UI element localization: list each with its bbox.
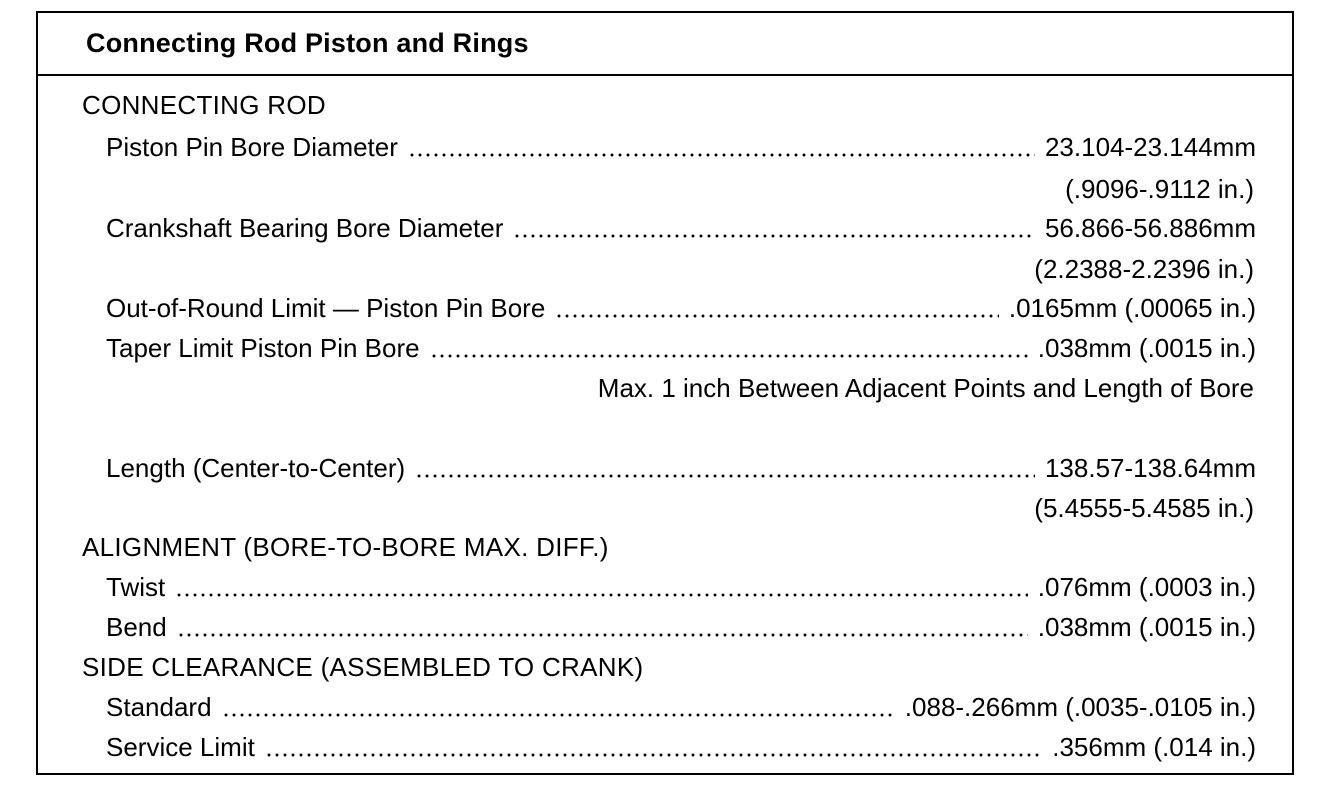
- spec-subvalue: (2.2388-2.2396 in.): [1034, 254, 1254, 284]
- spec-label: Twist: [106, 572, 166, 602]
- spec-value: .038mm (.0015 in.): [1037, 333, 1256, 363]
- spec-label: Piston Pin Bore Diameter: [106, 132, 398, 162]
- spec-row-crankshaft-bearing-bore-diameter: [106, 210, 1256, 246]
- dot-leader: [175, 591, 1028, 599]
- spec-value: 138.57-138.64mm: [1044, 453, 1256, 483]
- spec-value: 23.104-23.144mm: [1044, 132, 1256, 162]
- page-title: Connecting Rod Piston and Rings: [86, 28, 529, 58]
- dot-leader: [408, 151, 1035, 159]
- spec-value: .356mm (.014 in.): [1052, 732, 1256, 762]
- spec-label: Taper Limit Piston Pin Bore: [106, 333, 420, 363]
- section-heading-connecting-rod: CONNECTING ROD: [82, 90, 326, 120]
- dot-leader: [177, 631, 1028, 639]
- spec-row-bend: [106, 609, 1256, 645]
- spec-row-twist: [106, 569, 1256, 605]
- dot-leader: [430, 352, 1028, 360]
- spec-subvalue: (.9096-.9112 in.): [1065, 174, 1254, 204]
- section-heading-alignment: ALIGNMENT (BORE-TO-BORE MAX. DIFF.): [82, 532, 609, 562]
- dot-leader: [265, 751, 1042, 759]
- spec-subvalue: (5.4555-5.4585 in.): [1034, 493, 1254, 523]
- spec-label: Length (Center-to-Center): [106, 453, 406, 483]
- dot-leader: [222, 711, 895, 719]
- spec-content: [38, 13, 1292, 773]
- spec-row-taper-limit: [106, 330, 1256, 366]
- spec-label: Crankshaft Bearing Bore Diameter: [106, 213, 504, 243]
- section-heading-side-clearance: SIDE CLEARANCE (ASSEMBLED TO CRANK): [82, 652, 644, 682]
- spec-label: Standard: [106, 692, 212, 722]
- spec-value: .038mm (.0015 in.): [1037, 612, 1256, 642]
- spec-row-standard: [106, 689, 1256, 725]
- spec-label: Service Limit: [106, 732, 255, 762]
- spec-value: .088-.266mm (.0035-.0105 in.): [904, 692, 1256, 722]
- spec-note: Max. 1 inch Between Adjacent Points and Length of Bore: [597, 373, 1254, 403]
- dot-leader: [513, 232, 1035, 240]
- spec-table-frame: [36, 11, 1294, 775]
- spec-label: Bend: [106, 612, 167, 642]
- spec-value: 56.866-56.886mm: [1044, 213, 1256, 243]
- spec-label: Out-of-Round Limit — Piston Pin Bore: [106, 293, 546, 323]
- spec-row-length-center-to-center: [106, 450, 1256, 486]
- dot-leader: [415, 472, 1035, 480]
- spec-row-piston-pin-bore-diameter: [106, 129, 1256, 165]
- spec-value: .076mm (.0003 in.): [1037, 572, 1256, 602]
- spec-row-service-limit: [106, 729, 1256, 765]
- dot-leader: [555, 312, 999, 320]
- spec-value: .0165mm (.00065 in.): [1008, 293, 1256, 323]
- spec-row-out-of-round-limit: [106, 290, 1256, 326]
